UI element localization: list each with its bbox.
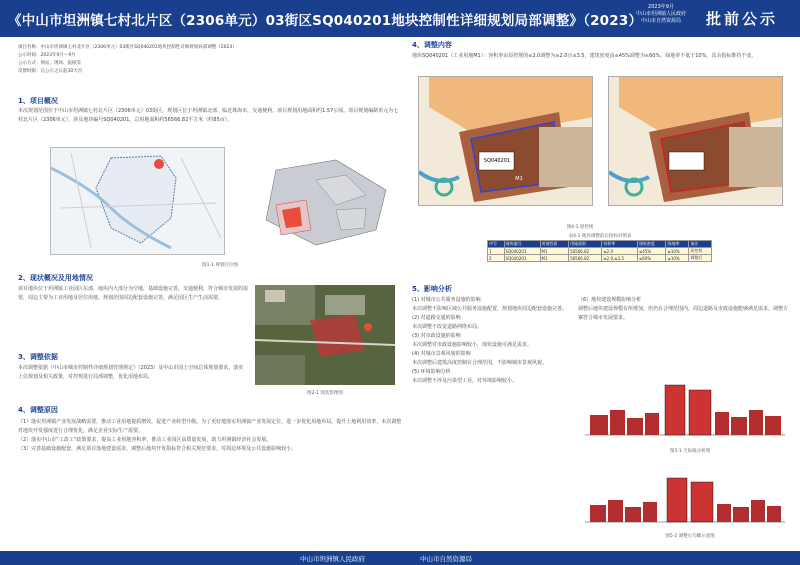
section-3-title: 3、调整依据 <box>18 353 58 361</box>
impact-item: 本次调整不涉及污染型工业，对环境影响较小。 <box>412 378 518 384</box>
table-cell: SQ040201 <box>504 255 540 262</box>
section-4-table-caption: 表4-1 地块调整前后指标对照表 <box>568 234 632 239</box>
page-title: 《中山市坦洲镇七村北片区（2306单元）03街区SQ040201地块控制性详细规划局部调整》（2023） <box>8 13 643 29</box>
table-cell: 2 <box>488 255 505 262</box>
section-1-text: 本次规划范围位于中山市坦洲镇七村北片区（2306单元）03街区，规划区位于坦洲镇北部，临近珠海市，交通便利。项目规划用地面积约1.57公顷。项目规划编制单元为七村北片区（2306单元），涉及地块编号SQ040201，总用地面积约56566.82平方米（约85亩）。 <box>18 108 399 123</box>
table-cell: ≤45% <box>637 248 666 255</box>
intro-method: 公示方式：网站、现场、报纸等 <box>18 61 81 66</box>
section-1-fig1-caption: 图1-1 规划区位图 <box>202 263 238 268</box>
table-header: 用地性质 <box>540 241 569 248</box>
footer-bar <box>0 551 800 565</box>
original-plan-map <box>418 76 593 206</box>
table-cell: ≥2.0,≤3.5 <box>602 255 638 262</box>
impact-item: (5) 环境影响分析 <box>412 369 451 375</box>
intro-period: 公示时间：2023年9月～9月 <box>18 53 76 58</box>
impact-item: 本次调整不改变道路网络布局。 <box>412 324 483 330</box>
location-map <box>50 147 225 255</box>
header-banner <box>0 0 800 37</box>
section-2-fig-caption: 图2-1 现状影像图 <box>307 391 343 396</box>
impact-item: 本次调整后建筑高度控制在合理范围，不影响城市景观风貌。 <box>412 360 548 366</box>
table-cell: M1 <box>540 255 569 262</box>
table-cell: 56566.82 <box>569 255 602 262</box>
table-cell: ≥10% <box>666 255 689 262</box>
section-4-title: 4、调整内容 <box>412 41 452 49</box>
adjusted-plan-map <box>608 76 783 206</box>
footer-right: 中山市自然资源局 <box>420 555 472 563</box>
intro-block <box>18 44 403 76</box>
publisher-date: 2023年9月 <box>648 4 674 10</box>
section-3-text: 本次调整依据《中山市城市控制性详细规划管理规定》（2023）及中山市国土空间总体规划要求，落实上位规划及相关政策，对控规进行局部调整，优化用地布局。 <box>18 365 244 380</box>
publisher-bureau: 中山市自然资源局 <box>640 18 681 24</box>
section-1-title: 1、项目概况 <box>18 97 58 105</box>
table-header: 绿地率 <box>666 241 689 248</box>
section-4-title-left: 4、调整原因 <box>18 406 58 414</box>
section-4-left-text: （1）落实坦洲镇产业发展战略需要，推动工业用地提质增效，促进产业转型升级。为了更好地落实坦洲镇产业发展定位，进一步优化用地布局，提升土地利用效率，本次调整对地块开发强度进行合理优化，满足企业实际生产需要。 （2）落实中山市“工改工”政策要求，提高工业用地容积率，推动工业园区高质量发展，助力坦洲镇经济社会发展。 （3）完善基础设施配套，满足项目落地建设需求，调整后地块开发指标符合相关规范要求，对周边环境及公共设施影响较小。 <box>18 419 402 452</box>
impact-item: 本次调整对市政设施影响较小，现状设施可满足需求。 <box>412 342 533 348</box>
skyline-chart-2 <box>585 460 785 530</box>
section-5-fig1-caption: 图5-1 天际线分析图 <box>669 449 711 454</box>
table-header-row <box>488 241 712 248</box>
section-5-fig2-caption: 图5-2 调整后鸟瞰示意图 <box>665 534 715 539</box>
publisher-block <box>631 4 691 25</box>
footer-left: 中山市坦洲镇人民政府 <box>300 555 365 563</box>
left-column <box>18 44 403 76</box>
section-5-text <box>412 296 572 546</box>
plan-label-b: M1 <box>515 176 523 182</box>
section-2-text: 项目地块位于坦洲镇工业园区东部，地块内大部分为空地，基础设施完善，交通便利，符合城市发展的需要，周边主要为工业用地及居住用地。规划范围周边配套设施完善，满足园区生产生活需要。 <box>18 286 248 301</box>
table-cell: M1 <box>540 248 569 255</box>
table-header: 地块编号 <box>504 241 540 248</box>
status-badge: 批前公示 <box>706 10 779 28</box>
table-header: 用地面积 <box>569 241 602 248</box>
section-5-right-text: （6）地块建设规模影响分析 调整后地块建设规模有所增加，但仍在合理范围内，周边道路及市政设施能够满足需求，调整方案符合城市发展要求。 <box>578 297 788 321</box>
adjustment-table <box>487 240 712 262</box>
plan-label-a: SQ040201 <box>483 158 511 164</box>
table-cell: ≥10% <box>666 248 689 255</box>
section-4-text: 地块SQ040201（工业用地M1）：容积率由原控规的≤2.0调整为≥2.0且≤3.5，建筑密度由≤45%调整为≤60%，绿地率不低于10%，其余指标维持不变。 <box>412 53 757 59</box>
section-2-title: 2、现状概况及用地情况 <box>18 274 93 282</box>
table-cell: 1 <box>488 248 505 255</box>
table-cell: ≤2.0 <box>602 248 638 255</box>
table-header: 建筑密度 <box>637 241 666 248</box>
impact-item: (2) 对道路交通的影响 <box>412 315 461 321</box>
impact-item: (3) 对市政设施的影响 <box>412 333 461 339</box>
table-row <box>488 248 712 255</box>
section-5-title: 5、影响分析 <box>412 285 452 293</box>
section-4-fig1-caption: 图4-1 原控规 <box>566 225 594 230</box>
table-cell: 原控规 <box>689 248 712 255</box>
impact-item: (1) 对城市公共服务设施的影响 <box>412 297 481 303</box>
table-cell: 56566.82 <box>569 248 602 255</box>
table-row <box>488 255 712 262</box>
intro-deadline: 反馈时限：自公示之日起30天内 <box>18 69 83 74</box>
publisher-gov: 中山市坦洲镇人民政府 <box>635 11 686 17</box>
table-header: 备注 <box>689 241 712 248</box>
impact-item: (4) 对城市景观风貌的影响 <box>412 351 471 357</box>
impact-item: 本次调整不影响区域公共服务设施配置，规划地块周边配套设施完善。 <box>412 306 568 312</box>
intro-project: 项目名称：中山市坦洲镇七村北片区（2306单元）03街区SQ040201地块控制性详细规划局部调整（2023） <box>18 45 237 50</box>
aerial-photo <box>255 285 395 385</box>
table-cell: ≤60% <box>637 255 666 262</box>
table-cell: SQ040201 <box>504 248 540 255</box>
table-header: 容积率 <box>602 241 638 248</box>
skyline-chart-1 <box>585 360 785 445</box>
unit-position-map <box>236 150 396 255</box>
table-header: 序号 <box>488 241 505 248</box>
table-cell: 调整后 <box>689 255 712 262</box>
